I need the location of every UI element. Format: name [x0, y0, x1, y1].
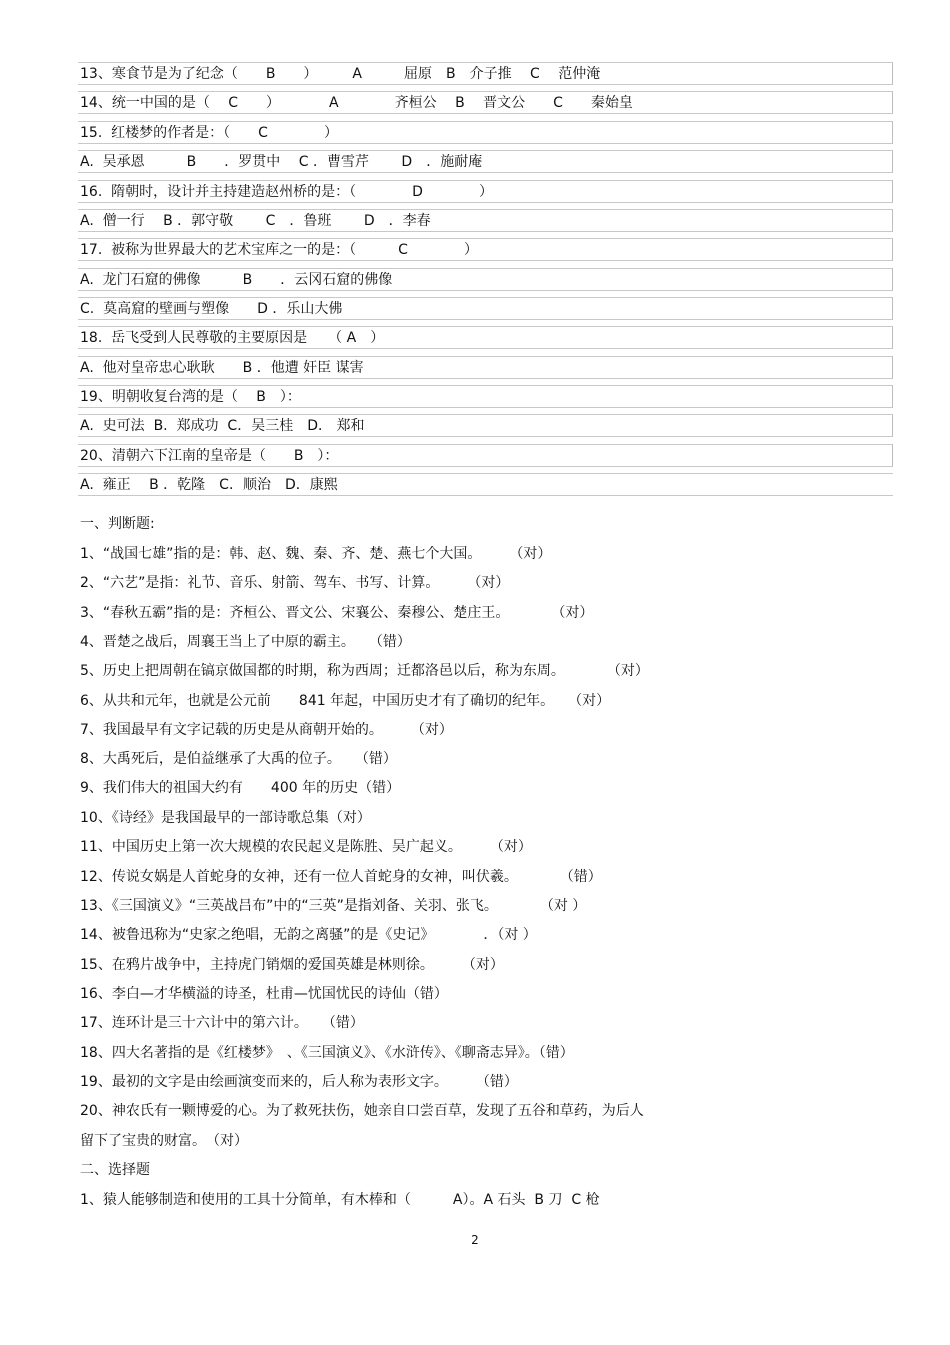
judgment-item: 18、四大名著指的是《红楼梦》 、《三国演义》、《水浒传》、《聊斋志异》。（错） — [80, 1045, 574, 1061]
table-row-text: A. 雍正 B ．乾隆 C．顺治 D．康熙 — [80, 477, 338, 493]
judgment-item: 17、连环计是三十六计中的第六计。 （错） — [80, 1015, 364, 1031]
table-row-text: 14、统一中国的是（ C ） A 齐桓公 B 晋文公 C 秦始皇 — [80, 95, 633, 111]
table-row-text: A. 僧一行 B ．郭守敬 C ．鲁班 D ．李春 — [80, 213, 431, 229]
table-row-text: 15. 红楼梦的作者是：（ C ） — [80, 125, 338, 141]
table-row-text: C. 莫高窟的壁画与塑像 D ．乐山大佛 — [80, 301, 343, 317]
judgment-item: 13、《三国演义》“三英战吕布”中的“三英”是指刘备、关羽、张飞。 （对 ） — [80, 898, 587, 914]
judgment-item: 15、在鸦片战争中，主持虎门销烟的爱国英雄是林则徐。 （对） — [80, 957, 504, 973]
judgment-item: 3、“春秋五霸”指的是：齐桓公、晋文公、宋襄公、秦穆公、楚庄王。 （对） — [80, 605, 594, 621]
table-row-text: 18. 岳飞受到人民尊敬的主要原因是 （ A ） — [80, 330, 385, 346]
judgment-item: 1、“战国七雄”指的是：韩、赵、魏、秦、齐、楚、燕七个大国。 （对） — [80, 546, 552, 562]
section-heading-choice: 二、选择题 — [80, 1162, 150, 1178]
table-row-text: A. 史可法 B. 郑成功 C．吴三桂 D． 郑和 — [80, 418, 365, 434]
table-row — [78, 209, 893, 232]
judgment-item: 2、“六艺”是指：礼节、音乐、射箭、驾车、书写、计算。 （对） — [80, 575, 510, 591]
page-number: 2 — [471, 1233, 479, 1247]
judgment-item: 11、中国历史上第一次大规模的农民起义是陈胜、吴广起义。 （对） — [80, 839, 532, 855]
section-heading-judgment: 一、判断题: — [80, 516, 155, 532]
judgment-item-continued: 留下了宝贵的财富。 （对） — [80, 1133, 248, 1149]
judgment-item: 10、《诗经》是我国最早的一部诗歌总集（对） — [80, 810, 371, 826]
table-row — [78, 268, 893, 291]
table-row — [78, 150, 893, 173]
table-row — [78, 444, 893, 467]
table-row — [78, 414, 893, 437]
table-row — [78, 356, 893, 379]
table-row — [78, 62, 893, 85]
judgment-item: 14、被鲁迅称为“史家之绝唱，无韵之离骚”的是《史记》 ．（对 ） — [80, 927, 537, 943]
table-row-text: A. 龙门石窟的佛像 B ．云冈石窟的佛像 — [80, 272, 393, 288]
table-row — [78, 473, 893, 496]
judgment-item: 6、从共和元年，也就是公元前 841 年起，中国历史才有了确切的纪年。 （对） — [80, 693, 611, 709]
table-row — [78, 180, 893, 203]
table-row — [78, 121, 893, 144]
table-row — [78, 297, 893, 320]
judgment-item: 7、我国最早有文字记载的历史是从商朝开始的。 （对） — [80, 722, 453, 738]
judgment-item: 16、李白—才华横溢的诗圣，杜甫—忧国忧民的诗仙（错） — [80, 986, 448, 1002]
judgment-item: 8、大禹死后，是伯益继承了大禹的位子。 （错） — [80, 751, 397, 767]
choice-item: 1、猿人能够制造和使用的工具十分简单，有木棒和（ A）。A 石头 B 刀 C 枪 — [80, 1192, 600, 1208]
table-row-text: 20、清朝六下江南的皇帝是（ B ）： — [80, 448, 339, 464]
judgment-item: 20、神农氏有一颗博爱的心。为了救死扶伤，她亲自口尝百草，发现了五谷和草药，为后人 — [80, 1103, 644, 1119]
judgment-item: 4、晋楚之战后，周襄王当上了中原的霸主。 （错） — [80, 634, 411, 650]
table-row-text: A. 他对皇帝忠心耿耿 B ．他遭 奸臣 谋害 — [80, 360, 364, 376]
table-row-text: 16. 隋朝时，设计并主持建造赵州桥的是：（ D ） — [80, 184, 493, 200]
table-row — [78, 238, 893, 261]
table-row-text: A. 吴承恩 B ．罗贯中 C ．曹雪芹 D ．施耐庵 — [80, 154, 483, 170]
table-row-text: 17. 被称为世界最大的艺术宝库之一的是：（ C ） — [80, 242, 478, 258]
judgment-item: 9、我们伟大的祖国大约有 400 年的历史（错） — [80, 780, 401, 796]
table-row — [78, 91, 893, 114]
judgment-item: 5、历史上把周朝在镐京做国都的时期，称为西周；迁都洛邑以后，称为东周。 （对） — [80, 663, 649, 679]
judgment-item: 19、最初的文字是由绘画演变而来的，后人称为表形文字。 （错） — [80, 1074, 518, 1090]
table-row — [78, 385, 893, 408]
table-row-text: 19、明朝收复台湾的是（ B ）： — [80, 389, 301, 405]
table-row-text: 13、寒食节是为了纪念（ B ） A 屈原 B 介子推 C 范仲淹 — [80, 66, 601, 82]
judgment-item: 12、传说女娲是人首蛇身的女神，还有一位人首蛇身的女神，叫伏羲。 （错） — [80, 869, 602, 885]
table-row — [78, 326, 893, 349]
